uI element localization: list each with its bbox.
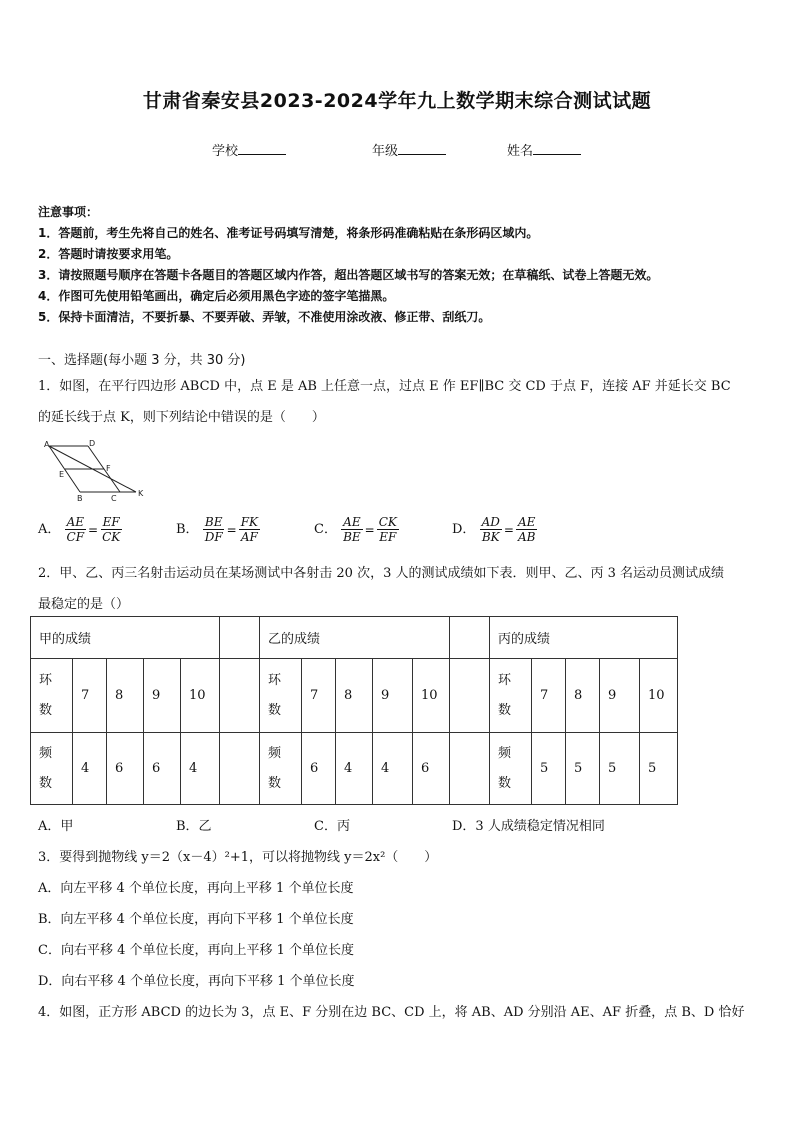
freq-label-2: 数 bbox=[268, 775, 282, 791]
grade-label: 年级 bbox=[372, 144, 399, 159]
denominator: DF bbox=[204, 530, 223, 544]
freq-cell: 4 bbox=[181, 733, 220, 805]
page-title: 甘肃省秦安县2023-2024学年九上数学期末综合测试试题 bbox=[142, 90, 652, 112]
note-item: 4．作图可先使用铅笔画出，确定后必须用黑色字迹的签字笔描黑。 bbox=[38, 289, 395, 303]
fraction bbox=[377, 515, 399, 544]
numerator: AE bbox=[517, 515, 536, 529]
section-heading: 一、选择题(每小题 3 分，共 30 分) bbox=[38, 353, 246, 368]
ring-label bbox=[490, 659, 532, 733]
ring-label bbox=[31, 659, 73, 733]
q1-text-line1: 1．如图，在平行四边形 ABCD 中，点 E 是 AB 上任意一点，过点 E 作 EF∥BC 交 CD 于点 F，连接 AF 并延长交 BC bbox=[38, 379, 731, 394]
denominator: EF bbox=[379, 530, 397, 544]
freq-cell: 4 bbox=[336, 733, 373, 805]
school-blank bbox=[238, 142, 286, 155]
spacer-cell bbox=[450, 733, 490, 805]
denominator: CK bbox=[102, 530, 121, 544]
ring-cell: 9 bbox=[144, 659, 181, 733]
fig-label-b: B bbox=[77, 494, 83, 502]
grade-blank bbox=[398, 142, 446, 155]
notes-heading: 注意事项： bbox=[38, 205, 99, 219]
freq-cell: 5 bbox=[600, 733, 640, 805]
q2-option-d[interactable]: D．3 人成绩稳定情况相同 bbox=[452, 819, 605, 834]
option-label: C． bbox=[314, 522, 337, 537]
numerator: AE bbox=[66, 515, 84, 529]
table-row bbox=[31, 617, 678, 659]
freq-label bbox=[31, 733, 73, 805]
spacer-cell bbox=[450, 617, 490, 659]
fraction bbox=[203, 515, 225, 544]
freq-label-1: 频 bbox=[268, 745, 282, 761]
numerator: BE bbox=[204, 515, 223, 529]
fig-label-k: K bbox=[138, 489, 144, 498]
header-jia: 甲的成绩 bbox=[31, 617, 220, 659]
ring-label-1: 环 bbox=[498, 672, 512, 688]
numerator: EF bbox=[102, 515, 120, 529]
freq-cell: 6 bbox=[413, 733, 450, 805]
note-item: 2．答题时请按要求用笔。 bbox=[38, 247, 179, 261]
ring-cell: 7 bbox=[302, 659, 336, 733]
fraction bbox=[480, 515, 502, 544]
score-table bbox=[30, 616, 678, 805]
option-label: B． bbox=[176, 522, 199, 537]
spacer-cell bbox=[450, 659, 490, 733]
freq-cell: 5 bbox=[566, 733, 600, 805]
q3-option-c[interactable]: C．向右平移 4 个单位长度，再向上平移 1 个单位长度 bbox=[38, 943, 355, 958]
q1-option-a[interactable]: A． $\frac{AE}{CF}$ = $\frac{EF}{CK}$ bbox=[38, 515, 121, 544]
q1-option-b[interactable]: B． $\frac{BE}{DF}$ = $\frac{FK}{AF}$ bbox=[176, 515, 259, 544]
fraction bbox=[100, 515, 122, 544]
name-field bbox=[507, 140, 581, 159]
freq-label bbox=[260, 733, 302, 805]
ring-cell: 7 bbox=[73, 659, 107, 733]
freq-cell: 4 bbox=[373, 733, 413, 805]
denominator: AF bbox=[240, 530, 258, 544]
numerator: FK bbox=[240, 515, 259, 529]
denominator: BK bbox=[481, 530, 500, 544]
ring-cell: 10 bbox=[640, 659, 678, 733]
ring-cell: 10 bbox=[181, 659, 220, 733]
freq-cell: 4 bbox=[73, 733, 107, 805]
freq-cell: 6 bbox=[107, 733, 144, 805]
q2-text-line2: 最稳定的是（） bbox=[38, 597, 130, 612]
numerator: AE bbox=[343, 515, 361, 529]
fig-label-f: F bbox=[106, 464, 111, 473]
q1-option-c[interactable]: C． $\frac{AE}{BE}$ = $\frac{CK}{EF}$ bbox=[314, 515, 397, 544]
q3-option-b[interactable]: B．向左平移 4 个单位长度，再向下平移 1 个单位长度 bbox=[38, 912, 354, 927]
ring-label-1: 环 bbox=[268, 672, 282, 688]
ring-label-2: 数 bbox=[498, 702, 512, 718]
q4-text-line1: 4．如图，正方形 ABCD 的边长为 3，点 E、F 分别在边 BC、CD 上，将 AB、AD 分别沿 AE、AF 折叠，点 B、D 恰好 bbox=[38, 1005, 745, 1020]
name-blank bbox=[533, 142, 581, 155]
option-label: A． bbox=[38, 522, 61, 537]
note-item: 1．答题前，考生先将自己的姓名、准考证号码填写清楚，将条形码准确粘贴在条形码区域内。 bbox=[38, 226, 539, 240]
fig-label-a: A bbox=[44, 440, 50, 449]
fig-label-c: C bbox=[111, 494, 117, 502]
header-yi: 乙的成绩 bbox=[260, 617, 450, 659]
freq-cell: 5 bbox=[532, 733, 566, 805]
freq-cell: 5 bbox=[640, 733, 678, 805]
numerator: AD bbox=[481, 515, 500, 529]
ring-cell: 8 bbox=[336, 659, 373, 733]
grade-field bbox=[372, 140, 446, 159]
q3-option-d[interactable]: D．向右平移 4 个单位长度，再向下平移 1 个单位长度 bbox=[38, 974, 355, 989]
fig-label-d: D bbox=[89, 439, 96, 448]
ring-cell: 8 bbox=[566, 659, 600, 733]
table-row bbox=[31, 659, 678, 733]
q3-option-a[interactable]: A．向左平移 4 个单位长度，再向上平移 1 个单位长度 bbox=[38, 881, 354, 896]
ring-cell: 7 bbox=[532, 659, 566, 733]
ring-cell: 9 bbox=[600, 659, 640, 733]
freq-label-2: 数 bbox=[39, 775, 53, 791]
ring-cell: 10 bbox=[413, 659, 450, 733]
denominator: BE bbox=[343, 530, 361, 544]
note-item: 5．保持卡面清洁，不要折暴、不要弄破、弄皱，不准使用涂改液、修正带、刮纸刀。 bbox=[38, 310, 491, 324]
ring-label bbox=[260, 659, 302, 733]
fraction bbox=[239, 515, 260, 544]
freq-cell: 6 bbox=[144, 733, 181, 805]
ring-label-2: 数 bbox=[39, 702, 53, 718]
q1-figure bbox=[40, 436, 155, 502]
fig-label-e: E bbox=[59, 470, 65, 479]
option-label: D． bbox=[452, 522, 476, 537]
name-label: 姓名 bbox=[507, 144, 534, 159]
q3-text: 3．要得到抛物线 y＝2（x－4）²+1，可以将抛物线 y＝2x²（ ） bbox=[38, 850, 438, 865]
spacer-cell bbox=[220, 659, 260, 733]
fraction bbox=[341, 515, 363, 544]
header-bing: 丙的成绩 bbox=[490, 617, 678, 659]
q2-option-a[interactable]: A．甲 bbox=[38, 819, 74, 834]
spacer-cell bbox=[220, 733, 260, 805]
freq-label-2: 数 bbox=[498, 775, 512, 791]
note-item: 3．请按照题号顺序在答题卡各题目的答题区域内作答，超出答题区域书写的答案无效；在草稿纸、试卷上答题无效。 bbox=[38, 268, 659, 282]
freq-label bbox=[490, 733, 532, 805]
school-label: 学校 bbox=[212, 144, 239, 159]
q1-text-line2: 的延长线于点 K，则下列结论中错误的是（ ） bbox=[38, 410, 325, 425]
freq-label-1: 频 bbox=[498, 745, 512, 761]
fraction bbox=[65, 515, 87, 544]
q2-text-line1: 2．甲、乙、丙三名射击运动员在某场测试中各射击 20 次，3 人的测试成绩如下表．则甲、乙、丙 3 名运动员测试成绩 bbox=[38, 566, 725, 581]
ring-cell: 8 bbox=[107, 659, 144, 733]
q2-option-b[interactable]: B．乙 bbox=[176, 819, 212, 834]
q1-option-d[interactable]: D． $\frac{AD}{BK}$ = $\frac{AE}{AB}$ bbox=[452, 515, 536, 544]
denominator: CF bbox=[66, 530, 85, 544]
denominator: AB bbox=[517, 530, 536, 544]
numerator: CK bbox=[378, 515, 397, 529]
table-row bbox=[31, 733, 678, 805]
fraction bbox=[516, 515, 537, 544]
ring-label-2: 数 bbox=[268, 702, 282, 718]
ring-label-1: 环 bbox=[39, 672, 53, 688]
school-field bbox=[212, 140, 286, 159]
q2-option-c[interactable]: C．丙 bbox=[314, 819, 350, 834]
freq-cell: 6 bbox=[302, 733, 336, 805]
freq-label-1: 频 bbox=[39, 745, 53, 761]
spacer-cell bbox=[220, 617, 260, 659]
ring-cell: 9 bbox=[373, 659, 413, 733]
